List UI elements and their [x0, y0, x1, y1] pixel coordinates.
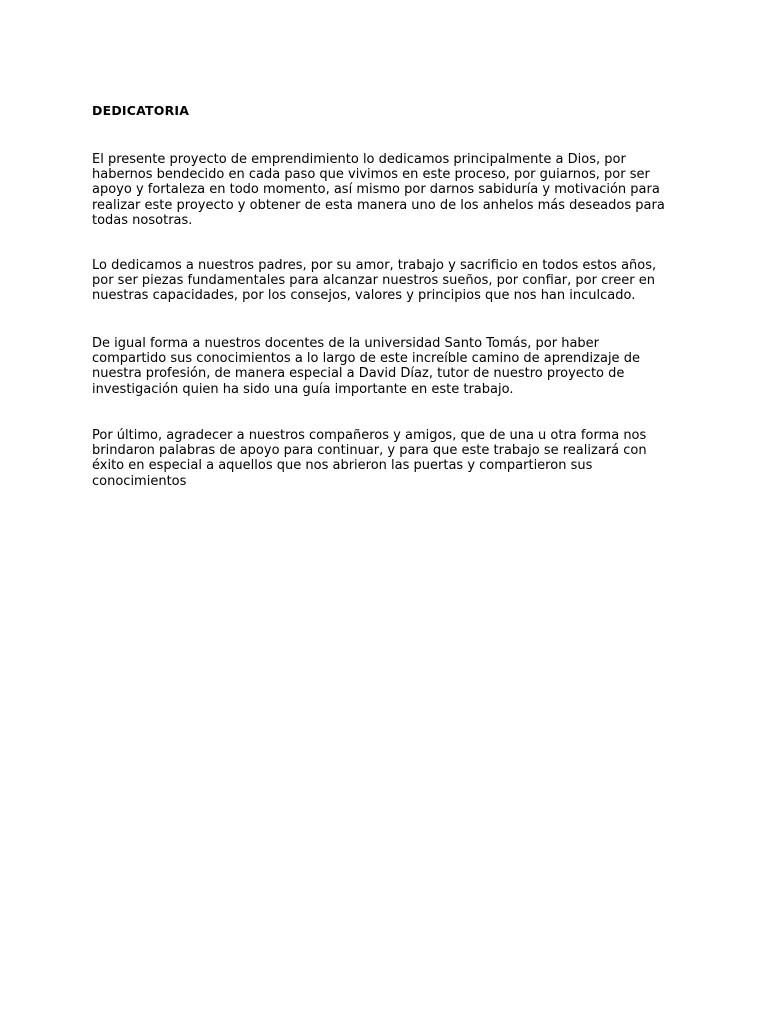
paragraph-companeros: Por último, agradecer a nuestros compañeros y amigos, que de una u otra forma nos brindaron palabras de apoyo para continuar, y para que este trabajo se realizará con éxito en especial a aquellos que nos abrieron las puertas y compartieron sus conocimientos: [92, 428, 647, 489]
paragraph-docentes: De igual forma a nuestros docentes de la universidad Santo Tomás, por haber compartido sus conocimientos a lo largo de este increíble camino de aprendizaje de nuestra profesión, de manera especial a David Díaz, tutor de nuestro proyecto de investigación quien ha sido una guía importante en este trabajo.: [92, 336, 640, 397]
page-title: DEDICATORIA: [92, 103, 190, 118]
paragraph-padres: Lo dedicamos a nuestros padres, por su amor, trabajo y sacrificio en todos estos años, por ser piezas fundamentales para alcanzar nuestros sueños, por confiar, por creer en nuestras capacidades, por los consejos, valores y principios que nos han inculcado.: [92, 258, 657, 304]
paragraph-dios: El presente proyecto de emprendimiento lo dedicamos principalmente a Dios, por habernos bendecido en cada paso que vivimos en este proceso, por guiarnos, por ser apoyo y fortaleza en todo momento, así mismo por darnos sabiduría y motivación para realizar este proyecto y obtener de esta manera uno de los anhelos más deseados para todas nosotras.: [92, 152, 665, 228]
